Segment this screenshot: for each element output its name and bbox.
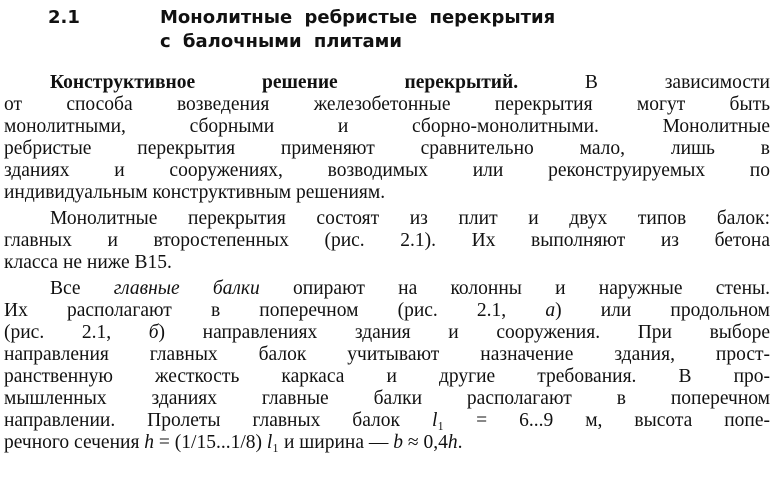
text-run: Конструктивное решение перекрытий. [50,72,519,93]
text-run: = (1/15...1/8) [154,432,267,453]
text-run: b [393,432,404,453]
text-line [4,160,770,182]
paragraph [4,208,770,274]
text-run: мышленных зданиях главные балки располагают в поперечном [4,388,770,409]
text-line [4,138,770,160]
text-run: ₁ и ширина — [272,432,394,453]
text-line [4,278,770,300]
text-run: главных и второстепенных (рис. 2.1). Их выполняют из бетона [4,230,770,251]
text-run: главные балки [113,278,260,299]
paragraph [4,72,770,204]
text-run: от способа возведения железобетонные перекрытия могут быть [4,94,770,115]
text-run: класса не ниже В15. [4,252,172,273]
text-line [4,300,770,322]
text-run: ≈ 0,4 [403,432,448,453]
text-run: . [457,432,463,453]
text-run: Монолитные перекрытия состоят из плит и двух типов балок: [50,208,770,229]
text-line [4,344,770,366]
text-run: опирают на колонны и наружные стены. [259,278,770,299]
text-run: В зависимости [518,72,770,93]
text-run: ₁ = 6...9 м, высота попе- [437,410,771,431]
text-run: ) направлениях здания и сооружения. При выборе [158,322,770,343]
text-run: h [447,432,458,453]
text-line [4,388,770,410]
text-run: речного сечения [4,432,145,453]
text-line [4,230,770,252]
section-title-line-1: Монолитные ребристые перекрытия [160,7,556,28]
text-run: монолитными, сборными и сборно-монолитными. Монолитные [4,116,770,137]
text-line [4,410,770,432]
text-run: а [545,300,556,321]
text-line [4,208,770,230]
text-run: l [431,410,438,431]
text-run: направлении. Пролеты главных балок [4,410,432,431]
text-run: Их располагают в поперечном (рис. 2.1, [4,300,546,321]
paragraph [4,278,770,454]
text-line [4,72,770,94]
text-run: направления главных балок учитывают назначение здания, прост- [4,344,770,365]
text-line [4,94,770,116]
text-run: (рис. 2.1, [4,322,149,343]
body-text [4,72,770,454]
text-run: б [148,322,159,343]
section-number: 2.1 [48,7,80,28]
text-line [4,252,770,274]
text-run: ) или продольном [555,300,770,321]
text-run: зданиях и сооружениях, возводимых или реконструируемых по [4,160,770,181]
section-title [160,6,720,54]
text-run: h [144,432,155,453]
text-run: l [266,432,273,453]
section-title-line-2: с балочными плитами [160,31,403,52]
text-line [4,432,770,454]
text-line [4,182,770,204]
text-run: ребристые перекрытия применяют сравнительно мало, лишь в [4,138,770,159]
text-line [4,322,770,344]
text-line [4,366,770,388]
text-run: индивидуальным конструктивным решениям. [4,182,386,203]
text-line [4,116,770,138]
text-run: ранственную жесткость каркаса и другие требования. В про- [4,366,770,387]
text-run: Все [50,278,114,299]
